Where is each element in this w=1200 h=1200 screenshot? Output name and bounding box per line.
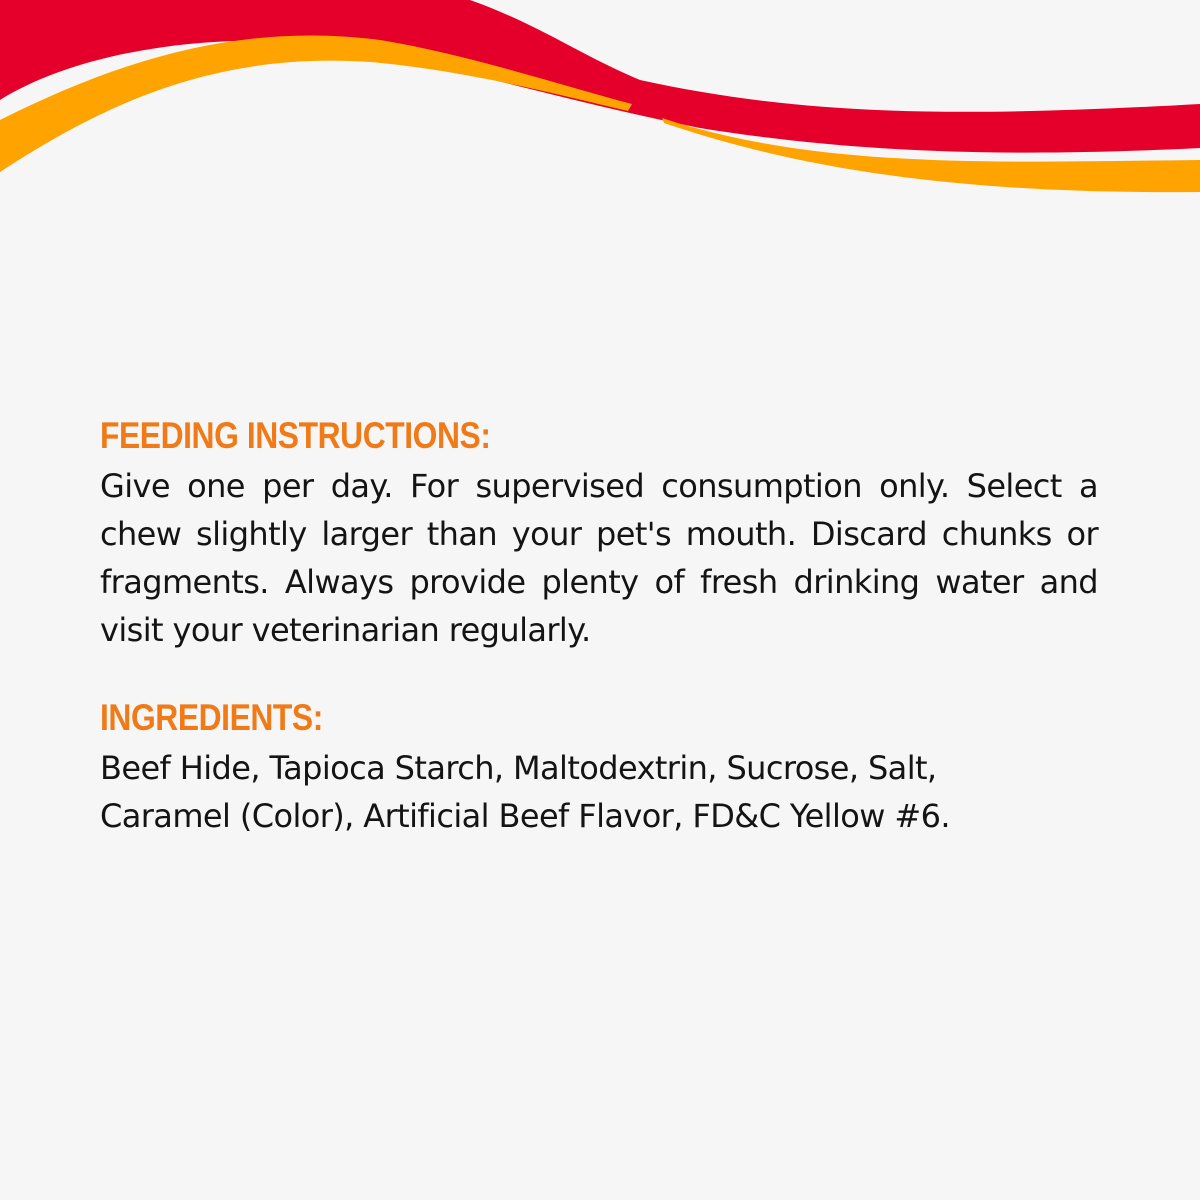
- feeding-instructions-heading: FEEDING INSTRUCTIONS:: [100, 415, 491, 456]
- feeding-instructions-text: Give one per day. For supervised consumption only. Select a chew slightly larger than your pet's mouth. Discard chunks or fragments. Always provide plenty of fresh drinking water and visit your veterinarian regularly.: [100, 467, 1098, 649]
- ingredients-line-1: Beef Hide, Tapioca Starch, Maltodextrin, Sucrose, Salt,: [100, 749, 937, 787]
- ingredients-line-2: Caramel (Color), Artificial Beef Flavor, FD&C Yellow #6.: [100, 797, 950, 835]
- section-spacer: [100, 654, 1098, 692]
- product-info: [100, 410, 1098, 840]
- ingredients-heading: INGREDIENTS:: [100, 697, 323, 738]
- decorative-waves: [0, 0, 1200, 220]
